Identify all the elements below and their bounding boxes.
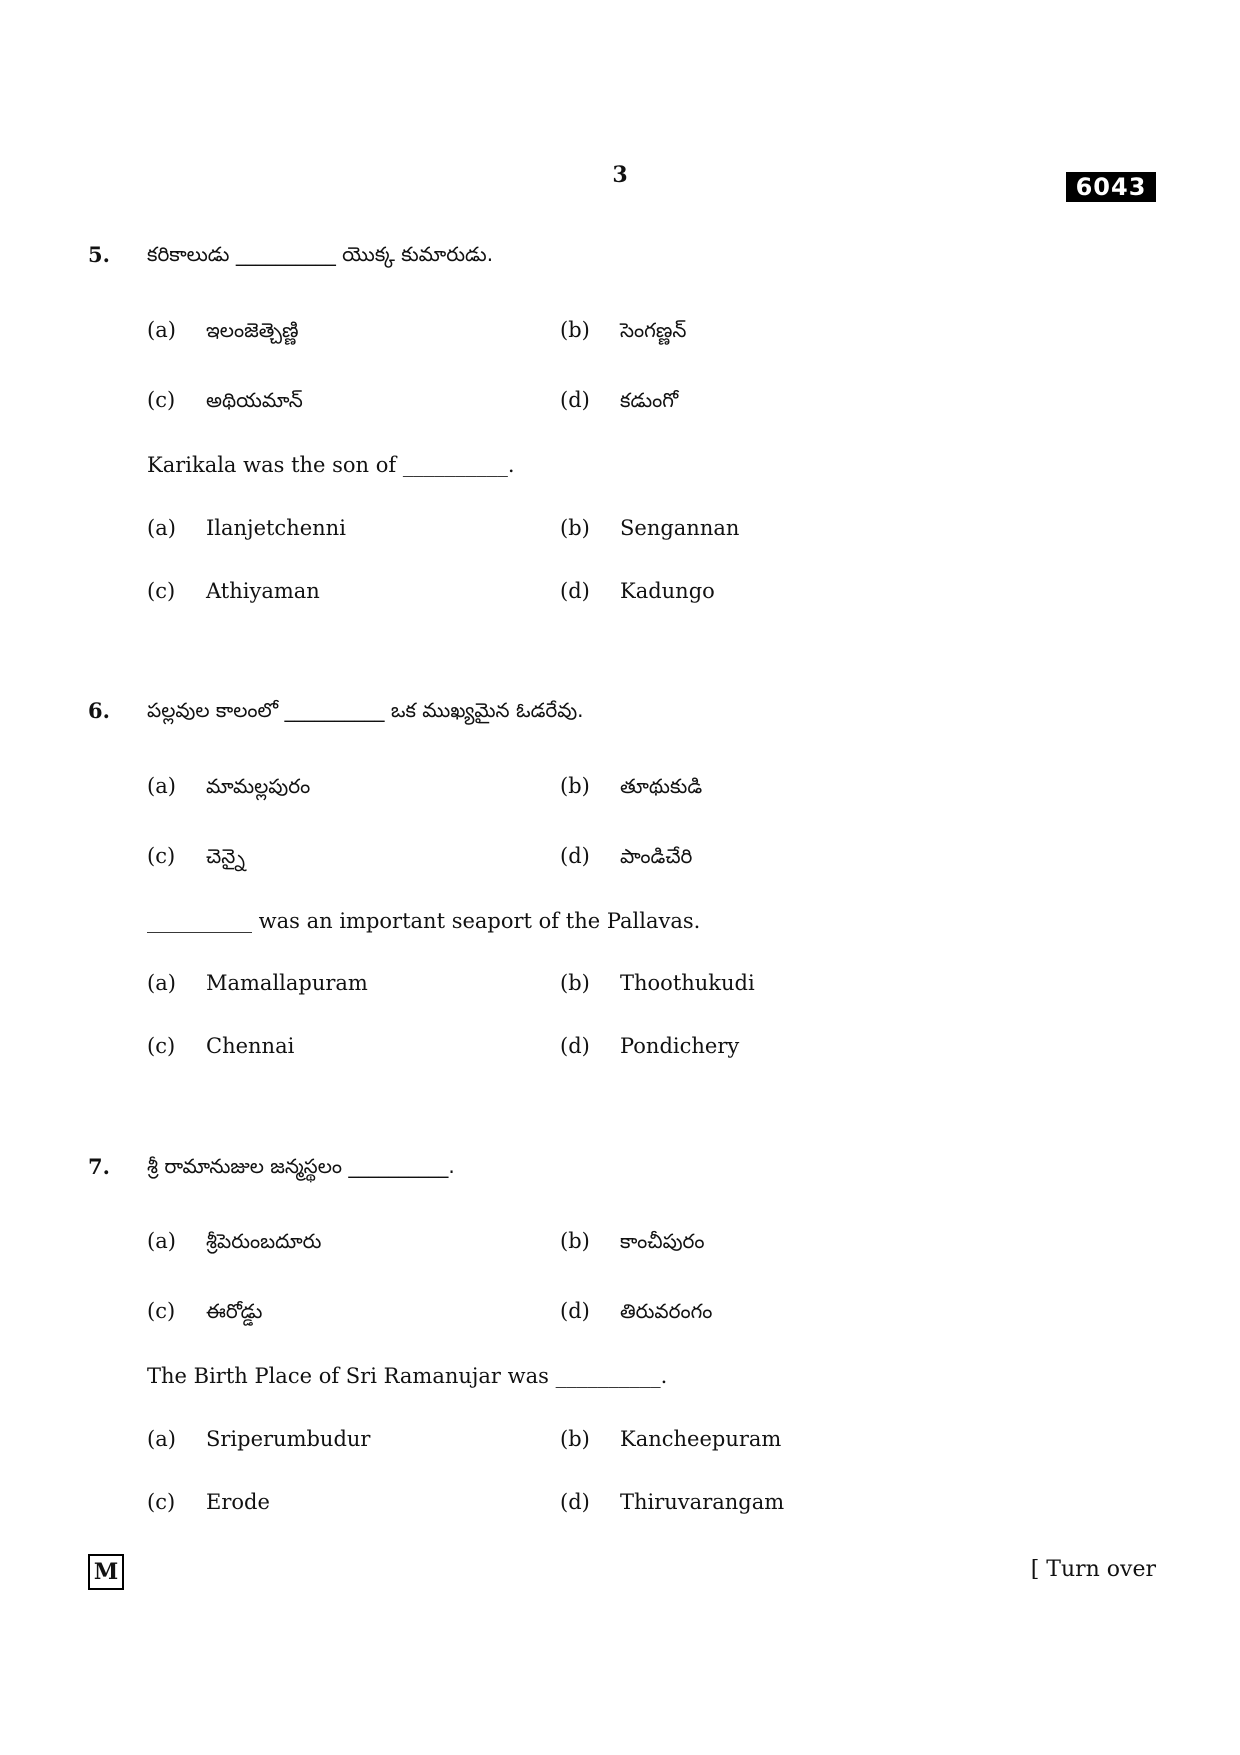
option-label: (a): [147, 774, 176, 798]
option-text-english: Mamallapuram: [206, 971, 368, 995]
option-text-english: Sriperumbudur: [206, 1427, 371, 1451]
paper-code-badge: 6043: [1066, 172, 1156, 202]
option-label: (c): [147, 1299, 176, 1323]
option-label: (b): [560, 1229, 590, 1253]
turn-over-note: [ Turn over: [1030, 1557, 1156, 1582]
option-label: (d): [560, 1034, 590, 1058]
question-stem-telugu: కరికాలుడు __________ యొక్క కుమారుడు.: [147, 242, 494, 266]
option-text-telugu: ఈరోడ్డు: [206, 1299, 263, 1323]
option-text-telugu: పాండిచేరి: [620, 844, 693, 868]
option-text-english: Sengannan: [620, 516, 740, 540]
page-number: 3: [612, 162, 628, 188]
option-label: (d): [560, 844, 590, 868]
option-text-english: Erode: [206, 1490, 270, 1514]
option-text-telugu: కడుంగో: [620, 388, 679, 412]
question-number: 5.: [88, 242, 110, 267]
option-label: (a): [147, 1229, 176, 1253]
option-label: (c): [147, 1034, 176, 1058]
option-label: (b): [560, 1427, 590, 1451]
option-label: (b): [560, 971, 590, 995]
series-mark-box: M: [88, 1554, 124, 1590]
option-label: (d): [560, 1299, 590, 1323]
option-label: (a): [147, 516, 176, 540]
question-number: 7.: [88, 1154, 110, 1179]
option-label: (b): [560, 774, 590, 798]
option-text-english: Kancheepuram: [620, 1427, 782, 1451]
option-text-telugu: అథియమాన్: [206, 388, 303, 412]
option-label: (a): [147, 971, 176, 995]
question-stem-english: Karikala was the son of __________.: [147, 453, 515, 477]
option-label: (c): [147, 388, 176, 412]
option-text-telugu: ఇలంజెత్చెణ్ణి: [206, 318, 299, 342]
option-text-english: Athiyaman: [206, 579, 320, 603]
option-text-telugu: కాంచీపురం: [620, 1229, 705, 1253]
option-text-english: Chennai: [206, 1034, 295, 1058]
option-text-english: Thoothukudi: [620, 971, 755, 995]
option-label: (d): [560, 1490, 590, 1514]
option-text-telugu: చెన్నై: [206, 844, 245, 868]
question-stem-english: The Birth Place of Sri Ramanujar was __________.: [147, 1364, 668, 1388]
question-stem-telugu: పల్లవుల కాలంలో __________ ఒక ముఖ్యమైన ఓడరేవు.: [147, 698, 584, 722]
option-text-english: Kadungo: [620, 579, 715, 603]
option-text-english: Ilanjetchenni: [206, 516, 346, 540]
option-label: (a): [147, 1427, 176, 1451]
option-label: (c): [147, 1490, 176, 1514]
option-text-telugu: మామల్లపురం: [206, 774, 311, 798]
option-text-english: Pondichery: [620, 1034, 740, 1058]
option-text-telugu: తిరువరంగం: [620, 1299, 713, 1323]
option-label: (b): [560, 516, 590, 540]
option-text-telugu: శ్రీపెరుంబదూరు: [206, 1229, 322, 1253]
option-label: (d): [560, 579, 590, 603]
option-label: (b): [560, 318, 590, 342]
option-text-english: Thiruvarangam: [620, 1490, 785, 1514]
option-label: (c): [147, 579, 176, 603]
option-label: (a): [147, 318, 176, 342]
question-stem-telugu: శ్రీ రామానుజుల జన్మస్థలం __________.: [147, 1154, 455, 1178]
question-number: 6.: [88, 698, 110, 723]
option-label: (d): [560, 388, 590, 412]
question-stem-english: __________ was an important seaport of the Pallavas.: [147, 909, 701, 933]
option-text-telugu: తూథుకుడి: [620, 774, 703, 798]
option-label: (c): [147, 844, 176, 868]
option-text-telugu: సెంగణ్ణన్: [620, 318, 687, 342]
